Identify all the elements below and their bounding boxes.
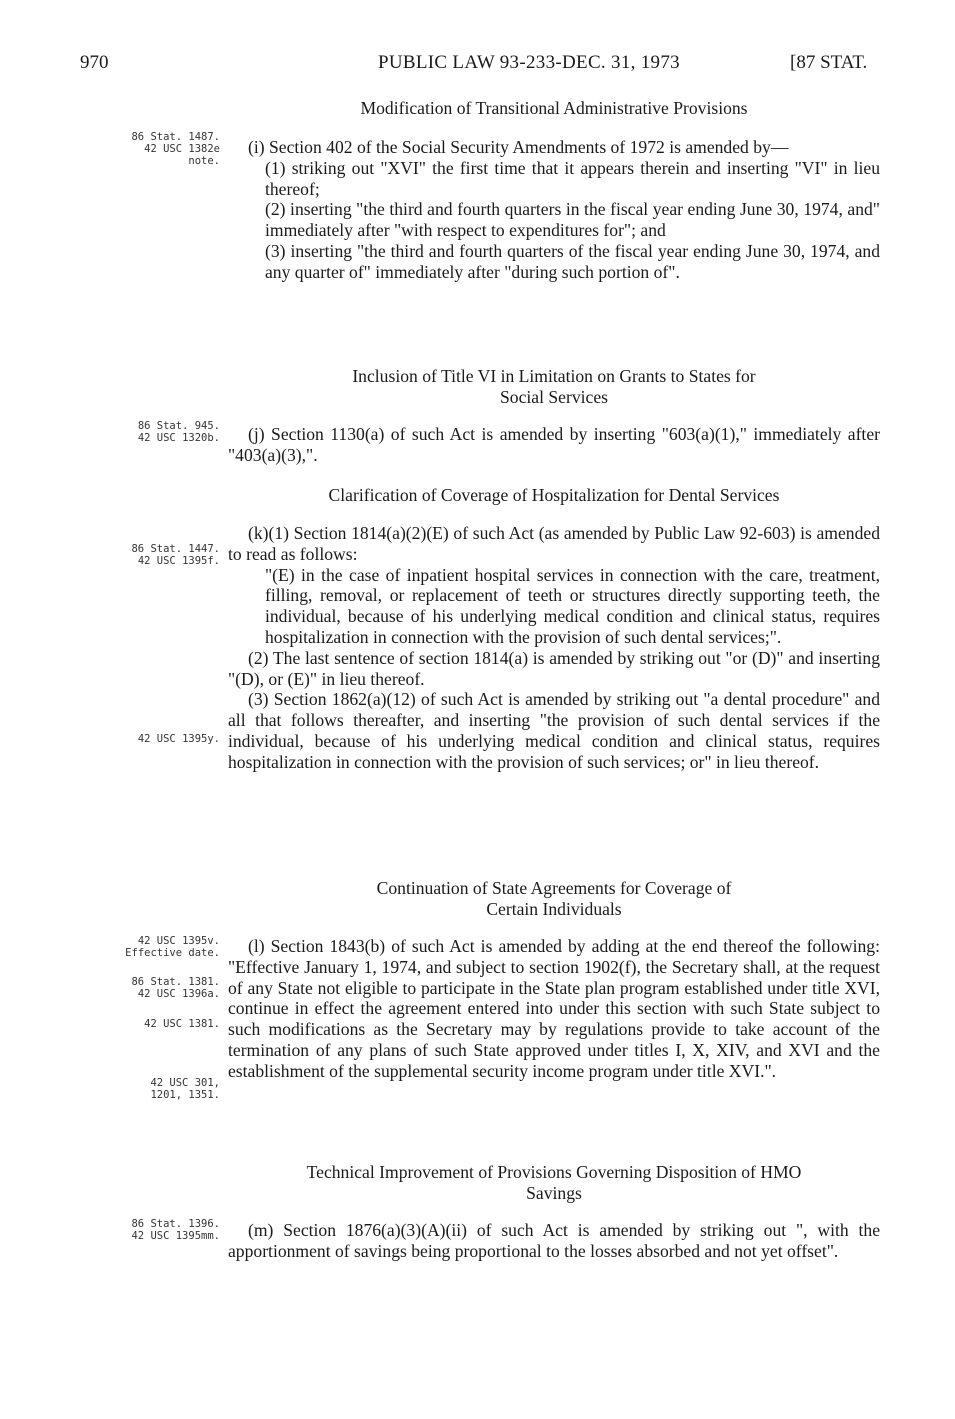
section-heading: Inclusion of Title VI in Limitation on Grants to States for Social Services (352, 366, 756, 407)
paragraph-text: (m) Section 1876(a)(3)(A)(ii) of such Act is amended by striking out ", with the apportionment of savings being proportional to the losses absorbed and not yet offset". (228, 1220, 880, 1261)
section-inclusion (228, 366, 880, 408)
statute-reference: [87 STAT. (790, 52, 868, 73)
margin-note: 42 USC 301, 1201, 1351. (150, 1077, 220, 1101)
paragraph-k (228, 523, 880, 773)
margin-note: 86 Stat. 1487. 42 USC 1382e note. (131, 131, 220, 167)
paragraph-text: (j) Section 1130(a) of such Act is amended by inserting "603(a)(1)," immediately after "403(a)(3),". (228, 424, 880, 465)
list-item: (3) inserting "the third and fourth quarters of the fiscal year ending June 30, 1974, and any quarter of" immediately after "during such portion of". (265, 240, 880, 282)
list-item: (1) striking out "XVI" the first time that it appears therein and inserting "VI" in lieu thereof; (265, 157, 880, 199)
header-title: PUBLIC LAW 93-233-DEC. 31, 1973 (378, 52, 680, 73)
section-heading: Clarification of Coverage of Hospitalization for Dental Services (328, 485, 780, 505)
margin-note: 86 Stat. 1396. 42 USC 1395mm. (131, 1218, 220, 1242)
margin-note: 42 USC 1395v. Effective date. (125, 935, 220, 959)
paragraph-text: (2) The last sentence of section 1814(a) is amended by striking out "or (D)" and inserting "(D), or (E)" in lieu thereof. (228, 647, 880, 689)
margin-note: 86 Stat. 1381. 42 USC 1396a. (131, 976, 220, 1000)
margin-note: 86 Stat. 945. 42 USC 1320b. (137, 420, 220, 444)
section-clarification (228, 485, 880, 506)
paragraph-text: (3) Section 1862(a)(12) of such Act is amended by striking out "a dental procedure" and all that follows thereafter, and inserting "the provision of such dental services if the individual, because of his underlying medical condition and clinical status, requires hospitalization in connection with the provision of such services; or" in lieu thereof. (228, 689, 880, 772)
section-continuation (228, 878, 880, 920)
list-item: (2) inserting "the third and fourth quarters in the fiscal year ending June 30, 1974, and" immediately after "with respect to expenditures for"; and (265, 199, 880, 241)
running-header (0, 52, 955, 82)
paragraph-m (228, 1220, 880, 1262)
paragraph-l (228, 936, 880, 1082)
margin-note: 42 USC 1381. (144, 1018, 220, 1030)
section-heading: Modification of Transitional Administrative Provisions (360, 98, 748, 118)
paragraph-text: (k)(1) Section 1814(a)(2)(E) of such Act (as amended by Public Law 92-603) is amended to read as follows: (228, 523, 880, 564)
section-heading: Continuation of State Agreements for Coverage of Certain Individuals (376, 878, 732, 919)
paragraph-text: (l) Section 1843(b) of such Act is amended by adding at the end thereof the following: "Effective January 1, 1974, and subject to section 1902(f), the Secretary shall, at the request of any State not eligible to participate in the State plan program established under title XVI, continue in effect the agreement entered into under this section with such State subject to such modifications as the Secretary may by regulations provide to take account of the termination of any plans of such State approved under titles I, X, XIV, and XVI and the establishment of the supplemental security income program under title XVI.". (228, 936, 880, 1081)
margin-note: 86 Stat. 1447. 42 USC 1395f. (131, 543, 220, 567)
paragraph-j (228, 424, 880, 466)
paragraph-text: (i) Section 402 of the Social Security Amendments of 1972 is amended by— (248, 137, 789, 157)
margin-note: 42 USC 1395y. (137, 733, 220, 745)
paragraph-i (228, 137, 880, 283)
section-heading: Technical Improvement of Provisions Governing Disposition of HMO Savings (306, 1162, 802, 1203)
quoted-text: "(E) in the case of inpatient hospital services in connection with the care, treatment, filling, removal, or replacement of teeth or structures directly supporting teeth, the individual, because of his underlying medical condition and clinical status, requires hospitalization in connection with the provision of such dental services;". (265, 564, 880, 647)
section-technical (228, 1162, 880, 1204)
section-modification (228, 98, 880, 119)
page-number: 970 (80, 52, 109, 73)
